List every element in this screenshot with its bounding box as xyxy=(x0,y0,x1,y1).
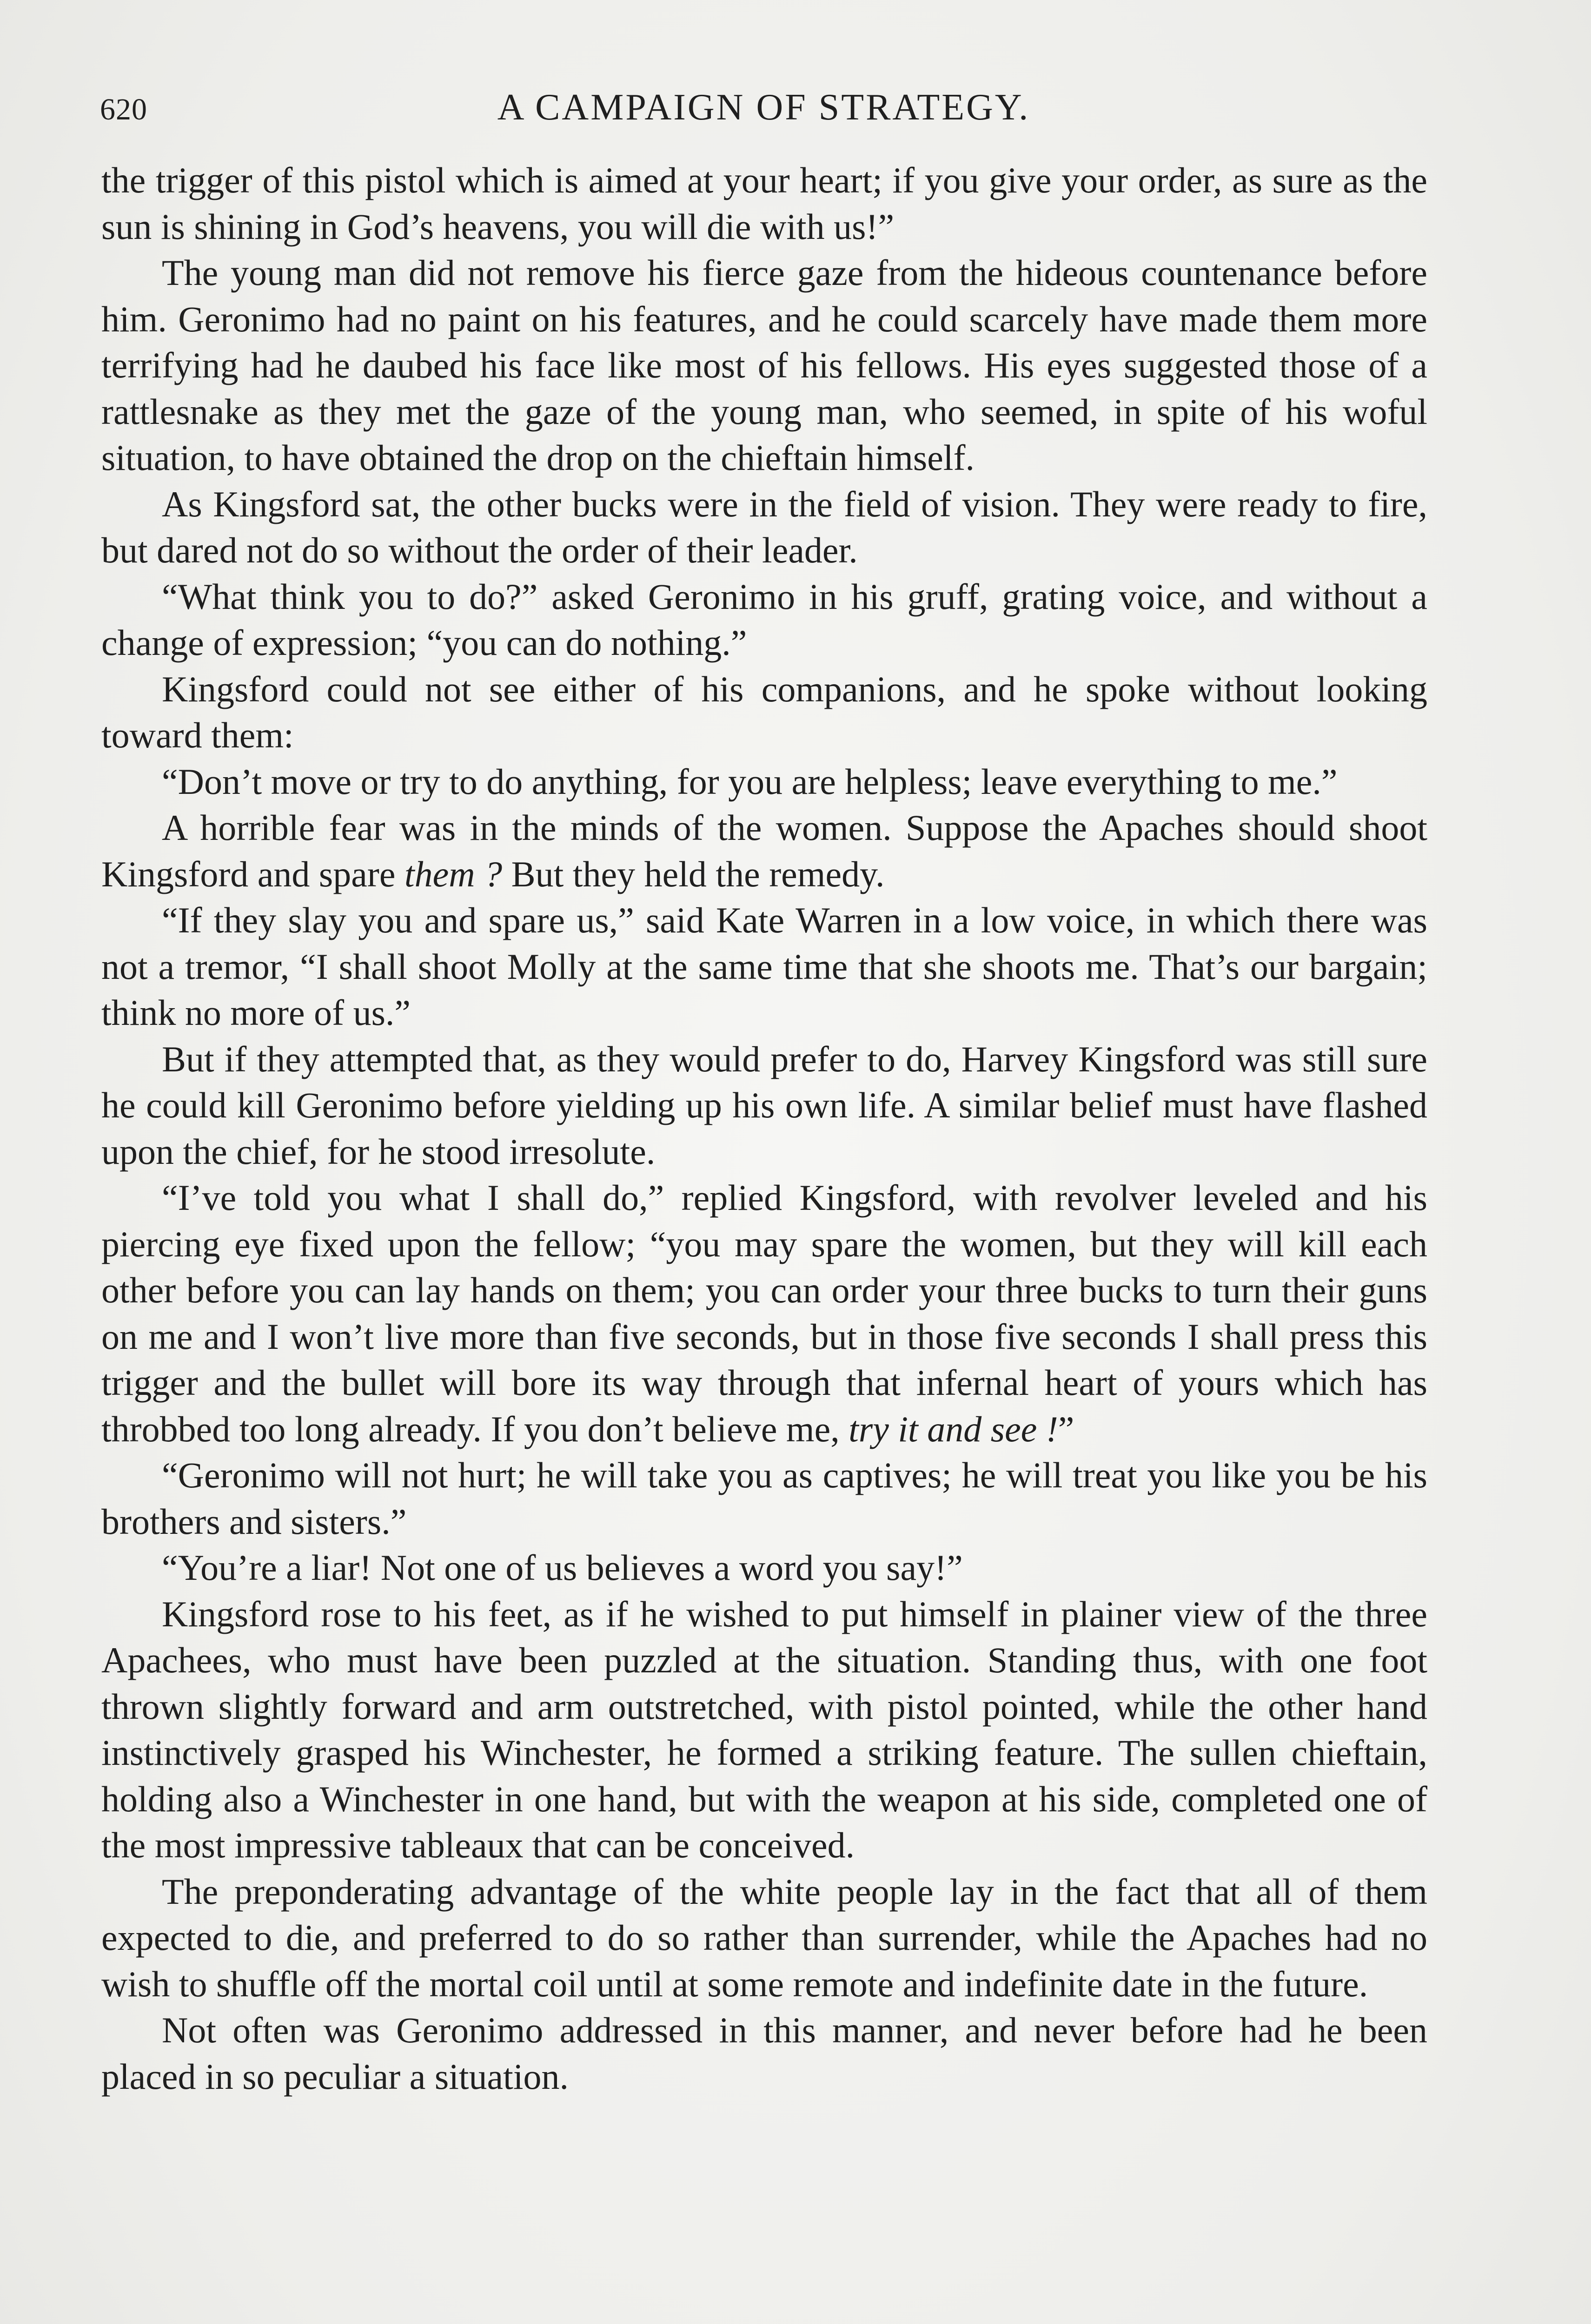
page-header xyxy=(100,83,1427,134)
text-run: “I’ve told you what I shall do,” replied Kingsford, with revolver leveled and his piercing eye fixed upon the fellow; “you may spare the women, but they will kill each other before you can lay hands on them; you can order your three bucks to turn their guns on me and I won’t live more than five seconds, but in those five seconds I shall press this trigger and the bullet will bore its way through that infernal heart of yours which has throbbed too long already. If you don’t believe me, xyxy=(101,1177,1427,1449)
paragraph: “If they slay you and spare us,” said Kate Warren in a low voice, in which there was not a tremor, “I shall shoot Molly at the same time that she shoots me. That’s our bargain; think no more of us.” xyxy=(101,900,1427,1033)
paragraph: But if they attempted that, as they would prefer to do, Harvey Kingsford was still sure he could kill Geronimo before yielding up his own life. A similar belief must have flashed upon the chief, for he stood irresolute. xyxy=(101,1038,1427,1172)
paragraph xyxy=(101,805,1427,897)
paragraph: “You’re a liar! Not one of us believes a word you say!” xyxy=(162,1547,963,1588)
paragraph: As Kingsford sat, the other bucks were in the field of vision. They were ready to fire, but dared not do so without the order of their leader. xyxy=(101,483,1427,570)
paragraph: The young man did not remove his fierce gaze from the hideous countenance before him. Geronimo had no paint on his features, and he could scarcely have made them more terrifying had he daubed his face like most of his fellows. His eyes suggested those of a rattlesnake as they met the gaze of the young man, who seemed, in spite of his woful situation, to have obtained the drop on the chieftain himself. xyxy=(101,252,1427,478)
body-text xyxy=(101,157,1427,2100)
italic-emphasis: try it and see ! xyxy=(849,1408,1058,1449)
paragraph: Kingsford could not see either of his companions, and he spoke without looking toward them: xyxy=(101,668,1427,755)
paragraph: “Don’t move or try to do anything, for you are helpless; leave everything to me.” xyxy=(162,761,1338,802)
paragraph: “Geronimo will not hurt; he will take you as captives; he will treat you like you be his brothers and sisters.” xyxy=(101,1455,1427,1542)
paragraph: “What think you to do?” asked Geronimo in his gruff, grating voice, and without a change of expression; “you can do nothing.” xyxy=(101,576,1427,663)
running-title: A CAMPAIGN OF STRATEGY. xyxy=(497,87,1030,128)
paragraph: the trigger of this pistol which is aimed at your heart; if you give your order, as sure as the sun is shining in God’s heavens, you will die with us!” xyxy=(101,160,1427,247)
paragraph: The preponderating advantage of the white people lay in the fact that all of them expected to die, and preferred to do so rather than surrender, while the Apaches had no wish to shuffle off the mortal coil until at some remote and indefinite date in the future. xyxy=(101,1871,1427,2004)
paragraph: Not often was Geronimo addressed in this manner, and never before had he been placed in so peculiar a situation. xyxy=(101,2010,1427,2097)
text-run: A horrible fear was in the minds of the women. Suppose the Apaches should shoot Kingsford and spare xyxy=(101,807,1427,894)
paragraph xyxy=(101,1175,1427,1452)
text-run: ” xyxy=(1058,1408,1074,1449)
italic-emphasis: them ? xyxy=(404,853,503,894)
text-run: But they held the remedy. xyxy=(502,853,885,894)
page-number: 620 xyxy=(100,92,147,126)
paragraph: Kingsford rose to his feet, as if he wished to put himself in plainer view of the three Apachees, who must have been puzzled at the situation. Standing thus, with one foot thrown slightly forward and arm outstretched, with pistol pointed, while the other hand instinctively grasped his Winchester, he formed a striking feature. The sullen chieftain, holding also a Winchester in one hand, but with the weapon at his side, completed one of the most impressive tableaux that can be conceived. xyxy=(101,1593,1427,1865)
